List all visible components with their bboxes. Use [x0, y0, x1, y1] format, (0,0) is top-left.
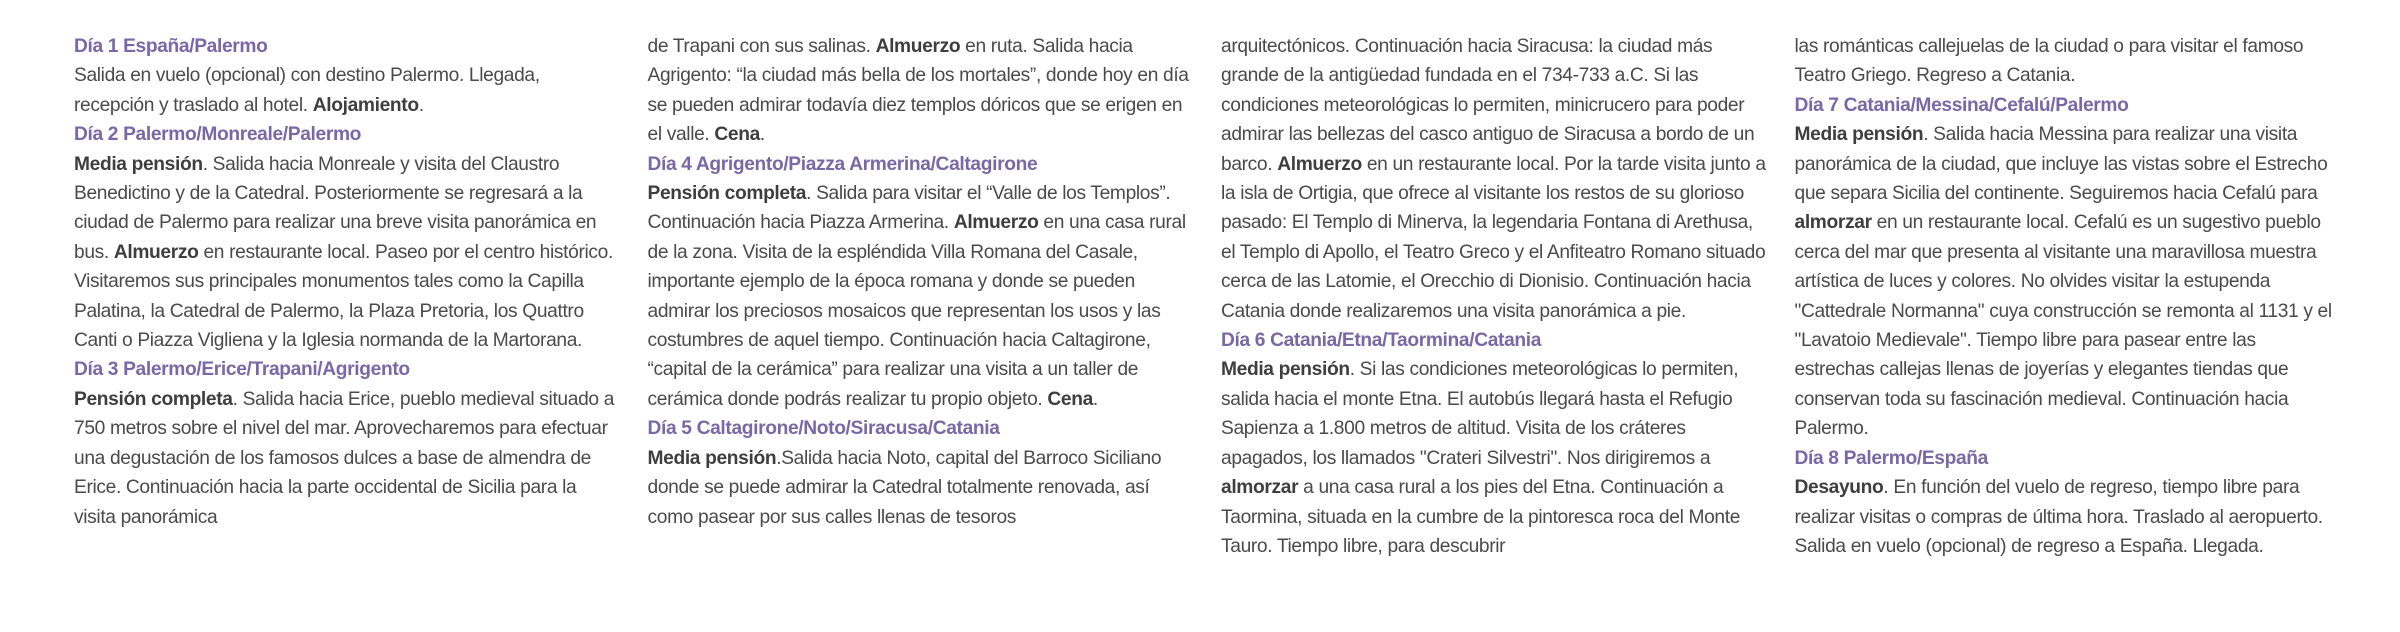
- body-text: de Trapani con sus salinas.: [647, 36, 876, 57]
- day-description: [74, 385, 620, 532]
- highlight-text: almorzar: [1221, 477, 1299, 499]
- highlight-text: Alojamiento: [312, 94, 419, 116]
- highlight-text: Media pensión: [74, 153, 203, 175]
- day-title: Día 8 Palermo/España: [1794, 447, 1988, 469]
- day-title: Día 5 Caltagirone/Noto/Siracusa/Catania: [647, 418, 1000, 440]
- body-text: . Salida hacia Erice, pueblo medieval situado a 750 metros sobre el nivel del mar. Aprovecharemos para efectuar una degustación de los famosos dulces a base de almendra de Erice. Continuación hacia la parte occidental de Sicilia para la visita panorámica: [74, 388, 615, 528]
- day-description: [1795, 473, 2341, 561]
- day-description: [74, 61, 620, 120]
- day-title: Día 7 Catania/Messina/Cefalú/Palermo: [1794, 94, 2129, 116]
- body-text: en una casa rural de la zona. Visita de la espléndida Villa Romana del Casale, importante ejemplo de la época romana y donde se pueden admirar los preciosos mosaicos que representan los usos y las costumbres de aquel tiempo. Continuación hacia Caltagirone, “capital de la cerámica” para realizar una visita a un taller de cerámica donde podrás realizar tu propio objeto.: [647, 212, 1186, 410]
- highlight-text: Pensión completa: [647, 183, 807, 205]
- highlight-text: Desayuno: [1794, 477, 1884, 499]
- body-text: en un restaurante local. Cefalú es un sugestivo pueblo cerca del mar que presenta al visitante una maravillosa muestra artística de luces y colores. No olvides visitar la estupenda "Cattedrale Normanna" cuya construcción se remonta al 1131 y el "Lavatoio Medievale". Tiempo libre para pasear entre las estrechas callejas llenas de joyerías y elegantes tiendas que conservan toda su fascinación medieval. Continuación hacia Palermo.: [1794, 212, 2332, 440]
- day-description: [1795, 120, 2341, 443]
- day-title: Día 4 Agrigento/Piazza Armerina/Caltagirone: [647, 153, 1038, 175]
- highlight-text: Media pensión: [1794, 124, 1924, 146]
- highlight-text: almorzar: [1794, 212, 1872, 234]
- body-text: .Salida hacia Noto, capital del Barroco Siciliano donde se puede admirar la Catedral totalmente renovada, así como pasear por sus calles llenas de tesoros: [647, 447, 1162, 528]
- itinerary-column-2: [648, 32, 1194, 632]
- highlight-text: Almuerzo: [875, 36, 961, 57]
- highlight-text: Pensión completa: [74, 388, 233, 410]
- highlight-text: Almuerzo: [953, 212, 1039, 234]
- body-text: las románticas callejuelas de la ciudad o para visitar el famoso Teatro Griego. Regreso a Catania.: [1794, 36, 2304, 87]
- body-text: . Salida hacia Monreale y visita del Claustro Benedictino y de la Catedral. Posteriormente se regresará a la ciudad de Palermo para realizar una breve visita panorámica en bus.: [74, 153, 597, 263]
- itinerary-column-1: [74, 32, 620, 632]
- highlight-text: Almuerzo: [1277, 153, 1362, 175]
- highlight-text: Media pensión: [1221, 359, 1350, 381]
- body-text: en ruta. Salida hacia Agrigento: “la ciudad más bella de los mortales”, donde hoy en día se pueden admirar todavía diez templos dóricos que se erigen en el valle.: [647, 36, 1189, 146]
- itinerary-column-3: [1221, 32, 1767, 632]
- day-description: [1795, 32, 2341, 91]
- body-text: Salida en vuelo (opcional) con destino Palermo. Llegada, recepción y traslado al hotel.: [74, 65, 540, 116]
- body-text: .: [1092, 388, 1098, 410]
- body-text: . Si las condiciones meteorológicas lo permiten, salida hacia el monte Etna. El autobús llegará hasta el Refugio Sapienza a 1.800 metros de altitud. Visita de los cráteres apagados, los llamados "Crateri Silvestri". Nos dirigiremos a: [1221, 359, 1739, 469]
- body-text: . En función del vuelo de regreso, tiempo libre para realizar visitas o compras de última hora. Traslado al aeropuerto. Salida en vuelo (opcional) de regreso a España. Llegada.: [1794, 477, 2323, 557]
- body-text: en un restaurante local. Por la tarde visita junto a la isla de Ortigia, que ofrece al visitante los restos de su glorioso pasado: El Templo di Minerva, la legendaria Fontana di Arethusa, el Templo di Apollo, el Teatro Greco y el Anfiteatro Romano situado cerca de las Latomie, el Orecchio di Dionisio. Continuación hacia Catania donde realizaremos una visita panorámica a pie.: [1221, 153, 1766, 322]
- highlight-text: Almuerzo: [113, 241, 199, 263]
- body-text: .: [759, 124, 765, 146]
- day-description: [648, 32, 1194, 150]
- day-title: Día 3 Palermo/Erice/Trapani/Agrigento: [74, 359, 410, 381]
- highlight-text: Cena: [714, 124, 760, 146]
- body-text: .: [418, 94, 424, 116]
- body-text: . Salida hacia Messina para realizar una visita panorámica de la ciudad, que incluye las vistas sobre el Estrecho que separa Sicilia del continente. Seguiremos hacia Cefalú para: [1794, 124, 2328, 205]
- itinerary-column-4: [1795, 32, 2341, 632]
- day-description: [74, 150, 620, 356]
- day-title: Día 2 Palermo/Monreale/Palermo: [74, 124, 362, 146]
- highlight-text: Cena: [1047, 388, 1093, 410]
- body-text: a una casa rural a los pies del Etna. Continuación a Taormina, situada en la cumbre de la pintoresca roca del Monte Tauro. Tiempo libre, para descubrir: [1221, 477, 1741, 557]
- body-text: en restaurante local. Paseo por el centro histórico. Visitaremos sus principales monumentos tales como la Capilla Palatina, la Catedral de Palermo, la Plaza Pretoria, los Quattro Canti o Piazza Vigliena y la Iglesia normanda de la Martorana.: [74, 241, 613, 352]
- day-title: Día 1 España/Palermo: [74, 36, 268, 57]
- day-description: [648, 444, 1194, 532]
- day-title: Día 6 Catania/Etna/Taormina/Catania: [1221, 330, 1542, 352]
- body-text: arquitectónicos. Continuación hacia Siracusa: la ciudad más grande de la antigüedad fundada en el 734-733 a.C. Si las condiciones meteorológicas lo permiten, minicrucero para poder admirar las bellezas del casco antiguo de Siracusa a bordo de un barco.: [1221, 36, 1755, 175]
- body-text: . Salida para visitar el “Valle de los Templos”. Continuación hacia Piazza Armerina.: [647, 183, 1171, 234]
- day-description: [648, 179, 1194, 414]
- highlight-text: Media pensión: [647, 447, 777, 469]
- day-description: [1221, 32, 1767, 326]
- day-description: [1221, 355, 1767, 561]
